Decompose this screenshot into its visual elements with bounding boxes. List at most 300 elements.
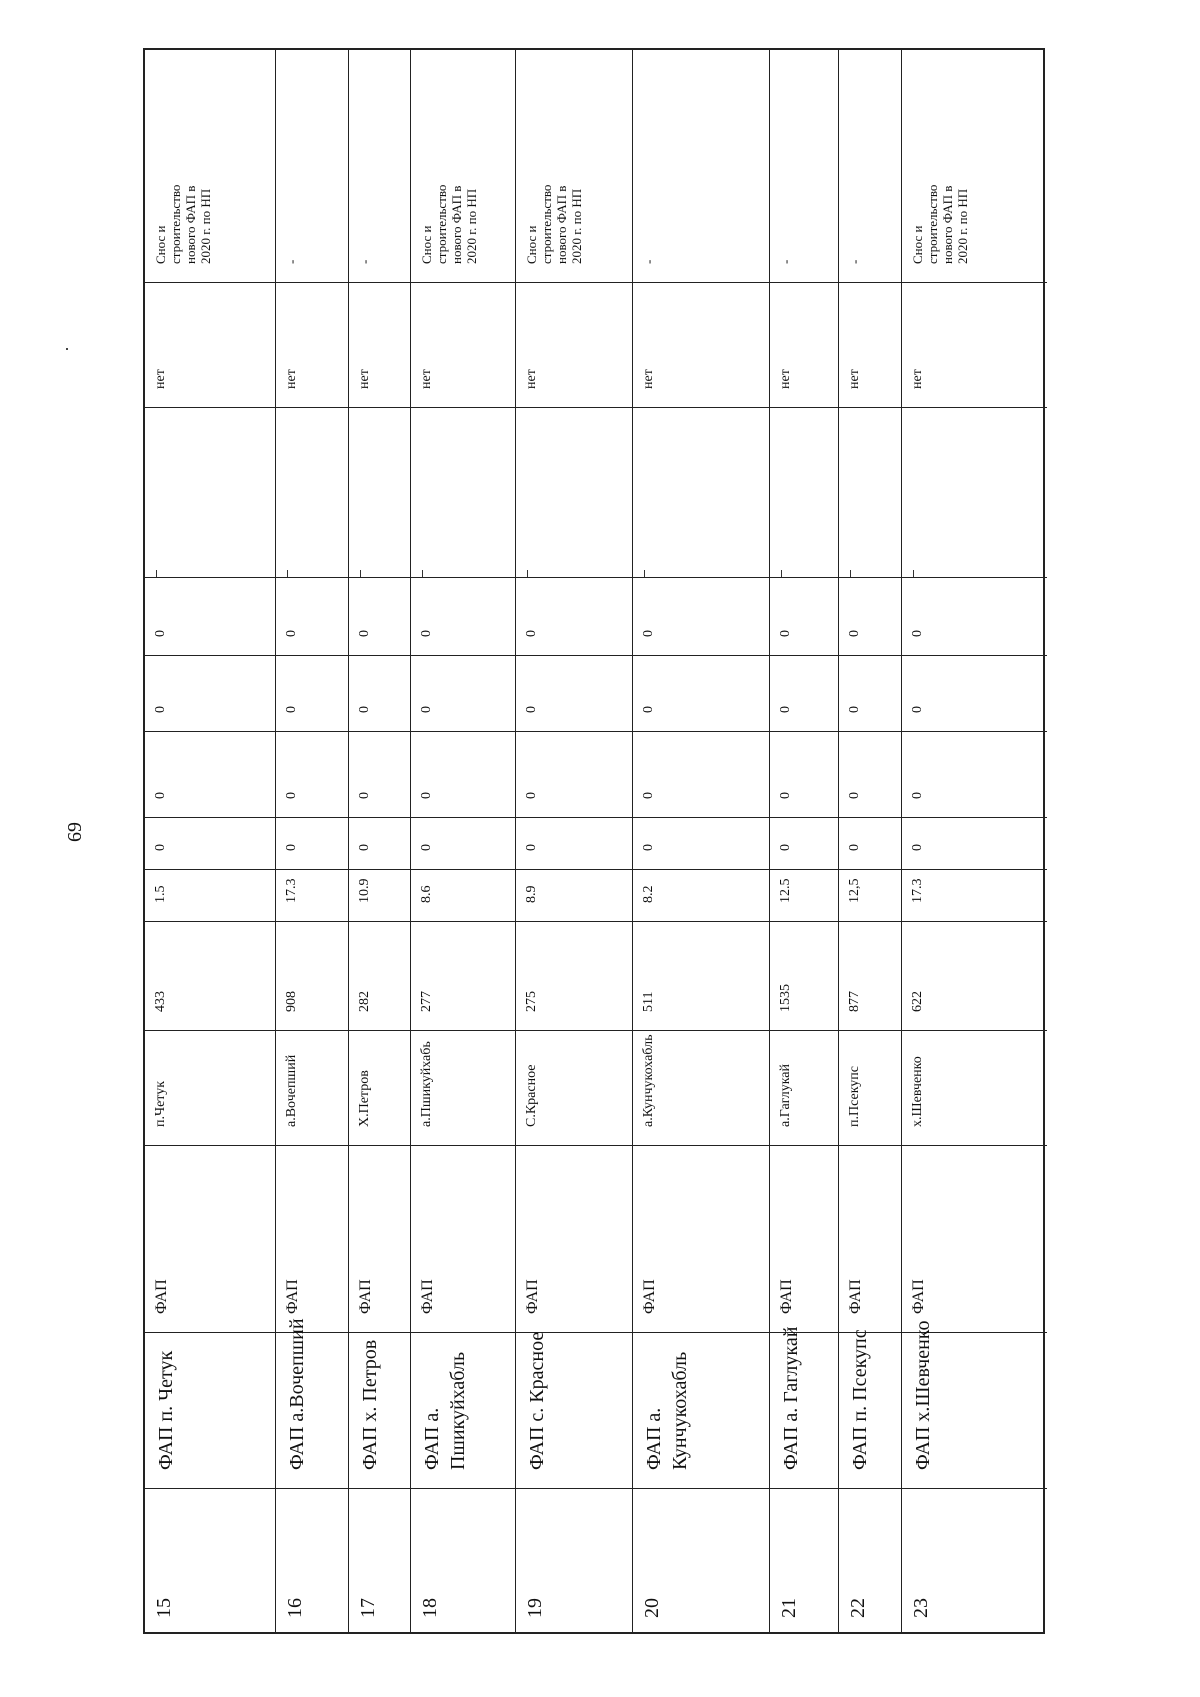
value-cell-text — [641, 789, 656, 799]
distance-cell-value: 12.5 — [778, 878, 793, 903]
facility-type-cell-text — [524, 1279, 541, 1314]
note-cell-text — [284, 254, 299, 264]
scan-tick-mark — [527, 570, 528, 577]
distance-cell-text — [284, 878, 299, 903]
facility-name-cell-text — [847, 1329, 871, 1470]
value-cell-text — [357, 703, 372, 713]
note-cell-text — [847, 254, 862, 264]
population-cell-value: 1535 — [778, 984, 793, 1012]
value-cell — [633, 577, 769, 655]
flag-cell-text — [357, 369, 372, 389]
row-number-cell — [516, 1488, 632, 1636]
value-cell-text — [284, 703, 299, 713]
row-number-cell-value: 20 — [641, 1598, 663, 1618]
flag-cell — [633, 282, 769, 407]
scan-tick-mark — [913, 570, 914, 577]
value-cell — [770, 817, 838, 869]
facility-type-cell-value: ФАП — [778, 1279, 795, 1314]
locality-cell-text — [641, 1034, 656, 1127]
value-cell-value: 0 — [524, 706, 539, 713]
facility-name-cell — [145, 1332, 275, 1488]
value-cell — [902, 817, 1047, 869]
row-number-cell — [276, 1488, 348, 1636]
value-cell-value: 0 — [153, 630, 168, 637]
scan-tick-mark — [850, 570, 851, 577]
value-cell-value: 0 — [153, 706, 168, 713]
flag-cell-value: нет — [910, 369, 925, 389]
value-cell-value: 0 — [419, 630, 434, 637]
value-cell-value: 0 — [284, 706, 299, 713]
note-cell-line: строительство — [925, 184, 940, 264]
note-cell — [633, 147, 769, 282]
population-cell-text — [419, 991, 434, 1012]
note-cell — [411, 147, 515, 282]
distance-cell — [902, 869, 1047, 921]
scan-tick-mark — [156, 570, 157, 577]
flag-cell-value: нет — [419, 369, 434, 389]
locality-cell — [411, 1030, 515, 1145]
value-cell-text — [419, 703, 434, 713]
note-cell-line: строительство — [539, 184, 554, 264]
flag-cell — [276, 282, 348, 407]
distance-cell-text — [641, 885, 656, 903]
locality-cell-value: х.Шевченко — [910, 1056, 925, 1127]
facility-type-cell — [839, 1145, 901, 1332]
note-cell-line: Снос и — [524, 225, 539, 264]
facility-name-cell — [349, 1332, 410, 1488]
population-cell-text — [778, 984, 793, 1012]
value-cell-text — [910, 627, 925, 637]
facility-name-cell-text — [419, 1351, 469, 1470]
distance-cell — [276, 869, 348, 921]
flag-cell — [770, 282, 838, 407]
value-cell — [276, 731, 348, 817]
value-cell — [516, 731, 632, 817]
empty-cell-text — [153, 549, 163, 559]
facility-name-cell — [276, 1318, 348, 1488]
value-cell-value: 0 — [284, 630, 299, 637]
note-cell — [770, 147, 838, 282]
table-row — [145, 50, 276, 1632]
note-cell-text — [910, 184, 970, 264]
population-cell-value: 622 — [910, 991, 925, 1012]
facility-type-cell — [349, 1145, 410, 1332]
value-cell-value: 0 — [284, 844, 299, 851]
row-number-cell-value: 21 — [778, 1598, 800, 1618]
population-cell — [411, 921, 515, 1030]
value-cell-value: 0 — [847, 844, 862, 851]
facility-type-cell-text — [778, 1279, 795, 1314]
facility-type-cell-value: ФАП — [357, 1279, 374, 1314]
empty-cell-text — [419, 549, 429, 559]
note-cell-line: - — [847, 259, 862, 264]
facility-type-cell-text — [153, 1279, 170, 1314]
facility-type-cell-text — [910, 1279, 927, 1314]
value-cell-value: 0 — [153, 792, 168, 799]
value-cell — [770, 655, 838, 731]
value-cell — [839, 655, 901, 731]
locality-cell — [276, 1030, 348, 1145]
distance-cell-value: 17.3 — [910, 878, 925, 903]
note-cell — [145, 147, 275, 282]
value-cell-text — [357, 841, 372, 851]
empty-cell — [633, 407, 769, 577]
value-cell-text — [284, 789, 299, 799]
facility-type-cell-text — [847, 1279, 864, 1314]
note-cell-line: - — [641, 259, 656, 264]
note-cell-line: 2020 г. по НП — [198, 188, 213, 264]
facility-type-cell-value: ФАП — [284, 1279, 301, 1314]
facility-type-cell — [770, 1145, 838, 1332]
value-cell — [349, 817, 410, 869]
population-cell-text — [847, 991, 862, 1012]
empty-cell — [276, 407, 348, 577]
value-cell-value: 0 — [419, 706, 434, 713]
note-cell-text — [778, 254, 793, 264]
value-cell-value: 0 — [641, 792, 656, 799]
value-cell-value: 0 — [419, 844, 434, 851]
locality-cell-text — [910, 1056, 925, 1127]
value-cell — [633, 731, 769, 817]
facility-type-cell-value: ФАП — [641, 1279, 658, 1314]
note-cell-text — [524, 184, 584, 264]
facility-name-cell-line: ФАП а. Гаглукай — [780, 1326, 802, 1470]
population-cell-value: 433 — [153, 991, 168, 1012]
value-cell-value: 0 — [778, 706, 793, 713]
value-cell-text — [419, 627, 434, 637]
value-cell — [411, 577, 515, 655]
row-number-cell-text — [419, 1598, 441, 1618]
population-cell — [349, 921, 410, 1030]
value-cell-value: 0 — [153, 844, 168, 851]
value-cell-value: 0 — [524, 792, 539, 799]
value-cell — [516, 577, 632, 655]
locality-cell-value: Х.Петров — [357, 1070, 372, 1127]
value-cell-text — [524, 627, 539, 637]
population-cell — [145, 921, 275, 1030]
empty-cell-text — [847, 549, 857, 559]
value-cell-value: 0 — [778, 844, 793, 851]
note-cell — [349, 147, 410, 282]
facility-name-cell-text — [778, 1326, 802, 1470]
population-cell — [276, 921, 348, 1030]
population-cell-text — [153, 991, 168, 1012]
locality-cell-text — [778, 1064, 793, 1127]
value-cell-text — [847, 627, 862, 637]
value-cell-text — [778, 627, 793, 637]
facility-name-cell-line: Пшикуйхабль — [447, 1351, 469, 1470]
value-cell — [633, 655, 769, 731]
distance-cell-text — [419, 885, 434, 903]
distance-cell-text — [153, 885, 168, 903]
value-cell-value: 0 — [847, 630, 862, 637]
distance-cell — [516, 869, 632, 921]
table-row — [516, 50, 633, 1632]
value-cell-text — [524, 789, 539, 799]
row-number-cell — [902, 1488, 1047, 1636]
locality-cell-text — [153, 1080, 168, 1127]
scan-tick-mark — [422, 570, 423, 577]
value-cell — [839, 817, 901, 869]
value-cell-value: 0 — [357, 844, 372, 851]
distance-cell — [349, 869, 410, 921]
facility-type-cell — [516, 1145, 632, 1332]
locality-cell — [633, 1030, 769, 1145]
facility-type-cell-text — [641, 1279, 658, 1314]
value-cell — [411, 817, 515, 869]
distance-cell — [633, 869, 769, 921]
flag-cell-text — [284, 369, 299, 389]
locality-cell — [516, 1030, 632, 1145]
note-cell-line: Снос и — [910, 225, 925, 264]
value-cell-value: 0 — [641, 844, 656, 851]
population-cell-text — [357, 991, 372, 1012]
note-cell-text — [641, 254, 656, 264]
empty-cell — [516, 407, 632, 577]
note-cell-text — [357, 254, 372, 264]
table-row — [633, 50, 770, 1632]
distance-cell — [145, 869, 275, 921]
row-number-cell-value: 18 — [419, 1598, 441, 1618]
value-cell-value: 0 — [910, 792, 925, 799]
population-cell-text — [524, 991, 539, 1012]
value-cell-text — [357, 789, 372, 799]
note-cell-line: - — [284, 259, 299, 264]
facility-type-cell-value: ФАП — [419, 1279, 436, 1314]
locality-cell — [770, 1030, 838, 1145]
facility-name-cell-line: ФАП х.Шевченко — [912, 1320, 934, 1470]
locality-cell-text — [357, 1070, 372, 1127]
value-cell-text — [847, 789, 862, 799]
population-cell — [902, 921, 1047, 1030]
value-cell — [770, 731, 838, 817]
facility-name-cell-text — [641, 1351, 691, 1470]
note-cell-line: строительство — [434, 184, 449, 264]
facility-type-cell-value: ФАП — [847, 1279, 864, 1314]
value-cell-text — [847, 841, 862, 851]
value-cell-value: 0 — [778, 792, 793, 799]
scan-tick-mark — [360, 570, 361, 577]
flag-cell-text — [524, 369, 539, 389]
flag-cell — [516, 282, 632, 407]
value-cell — [411, 731, 515, 817]
row-number-cell — [633, 1488, 769, 1636]
row-number-cell — [839, 1488, 901, 1636]
facility-type-cell-value: ФАП — [910, 1279, 927, 1314]
distance-cell-text — [778, 878, 793, 903]
value-cell-value: 0 — [910, 630, 925, 637]
row-number-cell-text — [357, 1598, 379, 1618]
value-cell — [276, 577, 348, 655]
note-cell-line: 2020 г. по НП — [569, 188, 584, 264]
value-cell — [276, 817, 348, 869]
distance-cell-value: 10.9 — [357, 878, 372, 903]
note-cell-line: 2020 г. по НП — [464, 188, 479, 264]
note-cell-text — [153, 184, 213, 264]
distance-cell-text — [910, 878, 925, 903]
facility-name-cell — [770, 1326, 838, 1488]
empty-cell-text — [284, 549, 294, 559]
distance-cell — [839, 869, 901, 921]
value-cell — [839, 577, 901, 655]
value-cell — [349, 577, 410, 655]
scan-speck — [66, 348, 68, 350]
note-cell-line: Снос и — [419, 225, 434, 264]
facility-type-cell-text — [419, 1279, 436, 1314]
facility-type-cell — [411, 1145, 515, 1332]
value-cell — [839, 731, 901, 817]
empty-cell-text — [524, 549, 534, 559]
facility-name-cell — [902, 1320, 1047, 1488]
population-cell-text — [641, 991, 656, 1012]
distance-cell-value: 8.6 — [419, 885, 434, 903]
empty-cell-text — [778, 549, 788, 559]
row-number-cell-text — [847, 1598, 869, 1618]
population-cell-value: 277 — [419, 991, 434, 1012]
locality-cell — [902, 1030, 1047, 1145]
value-cell-value: 0 — [641, 706, 656, 713]
value-cell — [516, 817, 632, 869]
locality-cell-text — [847, 1065, 862, 1127]
value-cell-text — [419, 789, 434, 799]
value-cell — [145, 731, 275, 817]
locality-cell-value: а.Вочепший — [284, 1054, 299, 1127]
value-cell-value: 0 — [419, 792, 434, 799]
value-cell-value: 0 — [357, 792, 372, 799]
value-cell-value: 0 — [910, 706, 925, 713]
facility-name-cell-text — [524, 1331, 548, 1470]
value-cell-text — [910, 703, 925, 713]
value-cell-text — [910, 789, 925, 799]
facility-type-cell-text — [357, 1279, 374, 1314]
distance-cell-text — [847, 878, 862, 903]
flag-cell-value: нет — [153, 369, 168, 389]
note-cell-text — [419, 184, 479, 264]
value-cell-value: 0 — [778, 630, 793, 637]
value-cell-text — [153, 703, 168, 713]
population-cell-value: 511 — [641, 991, 656, 1012]
row-number-cell-value: 16 — [284, 1598, 306, 1618]
scan-tick-mark — [781, 570, 782, 577]
scan-tick-mark — [287, 570, 288, 577]
empty-cell — [839, 407, 901, 577]
value-cell — [633, 817, 769, 869]
value-cell-text — [778, 789, 793, 799]
flag-cell-value: нет — [357, 369, 372, 389]
table-row — [411, 50, 516, 1632]
flag-cell — [349, 282, 410, 407]
facility-type-cell-value: ФАП — [524, 1279, 541, 1314]
value-cell — [349, 655, 410, 731]
facility-name-cell — [633, 1332, 769, 1488]
note-cell-line: - — [357, 259, 372, 264]
locality-cell-value: С.Красное — [524, 1064, 539, 1127]
population-cell — [516, 921, 632, 1030]
note-cell-line: Снос и — [153, 225, 168, 264]
distance-cell — [411, 869, 515, 921]
locality-cell-value: а.Гаглукай — [778, 1064, 793, 1127]
facility-name-cell-text — [284, 1318, 308, 1470]
value-cell-text — [778, 841, 793, 851]
value-cell-value: 0 — [847, 706, 862, 713]
note-cell — [516, 147, 632, 282]
note-cell-line: нового ФАП в — [183, 185, 198, 264]
value-cell-value: 0 — [641, 630, 656, 637]
population-cell-text — [910, 991, 925, 1012]
flag-cell-text — [419, 369, 434, 389]
distance-cell-text — [524, 885, 539, 903]
row-number-cell — [411, 1488, 515, 1636]
table-row — [276, 50, 349, 1632]
facility-name-cell — [839, 1329, 901, 1488]
population-cell — [839, 921, 901, 1030]
facility-name-cell — [411, 1332, 515, 1488]
facility-name-cell-line: ФАП а. — [421, 1407, 443, 1470]
locality-cell — [349, 1030, 410, 1145]
row-number-cell-value: 23 — [910, 1598, 932, 1618]
value-cell-text — [641, 627, 656, 637]
distance-cell-text — [357, 878, 372, 903]
value-cell-text — [847, 703, 862, 713]
facility-type-cell-value: ФАП — [153, 1279, 170, 1314]
facility-table — [143, 48, 1045, 1634]
value-cell-text — [524, 841, 539, 851]
value-cell-value: 0 — [357, 630, 372, 637]
facility-name-cell-text — [153, 1350, 177, 1470]
table-row — [902, 50, 1047, 1632]
population-cell-value: 908 — [284, 991, 299, 1012]
flag-cell-value: нет — [778, 369, 793, 389]
facility-name-cell-text — [357, 1339, 381, 1470]
row-number-cell-text — [524, 1598, 546, 1618]
population-cell-value: 877 — [847, 991, 862, 1012]
facility-name-cell-text — [910, 1320, 934, 1470]
value-cell-text — [153, 841, 168, 851]
value-cell-text — [910, 841, 925, 851]
facility-name-cell — [516, 1332, 632, 1488]
facility-type-cell — [145, 1145, 275, 1332]
facility-type-cell — [276, 1145, 348, 1332]
value-cell — [902, 731, 1047, 817]
flag-cell-text — [910, 369, 925, 389]
row-number-cell-text — [153, 1598, 175, 1618]
empty-cell — [902, 407, 1047, 577]
population-cell — [633, 921, 769, 1030]
flag-cell — [411, 282, 515, 407]
distance-cell-value: 8.9 — [524, 885, 539, 903]
locality-cell-value: а.Кунчукохабль — [641, 1034, 656, 1127]
row-number-cell — [770, 1488, 838, 1636]
note-cell — [276, 147, 348, 282]
empty-cell — [411, 407, 515, 577]
flag-cell-text — [778, 369, 793, 389]
table-row — [770, 50, 839, 1632]
population-cell-text — [284, 991, 299, 1012]
value-cell-text — [284, 627, 299, 637]
empty-cell-text — [910, 549, 920, 559]
flag-cell-text — [641, 369, 656, 389]
flag-cell — [902, 282, 1047, 407]
population-cell-value: 282 — [357, 991, 372, 1012]
page-number: 69 — [64, 822, 86, 842]
note-cell — [839, 147, 901, 282]
note-cell-line: нового ФАП в — [449, 185, 464, 264]
row-number-cell-text — [284, 1598, 306, 1618]
value-cell-value: 0 — [524, 844, 539, 851]
distance-cell-value: 12,5 — [847, 878, 862, 903]
row-number-cell-value: 22 — [847, 1598, 869, 1618]
value-cell-text — [153, 627, 168, 637]
